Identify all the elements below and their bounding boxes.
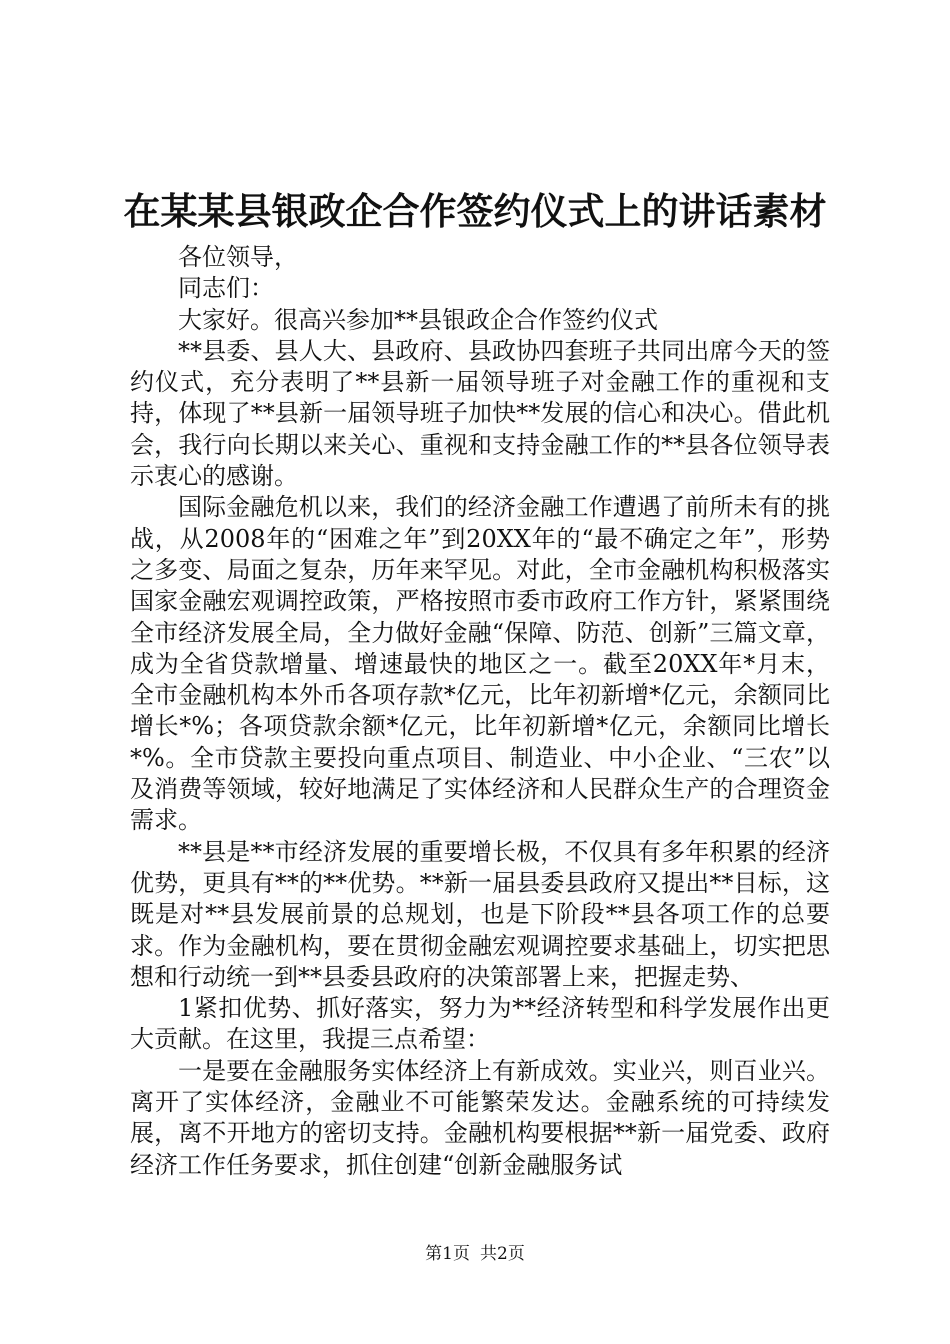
- paragraph-hope-one: 一是要在金融服务实体经济上有新成效。实业兴，则百业兴。离开了实体经济，金融业不可能繁荣发达。金融系统的可持续发展，离不开地方的密切支持。金融机构要根据**新一届党委、政府经济工作任务要求，抓住创建“创新金融服务试: [130, 1056, 830, 1179]
- page-footer: [0, 1242, 950, 1266]
- document-body: [130, 242, 830, 1181]
- document-title: 在某某县银政企合作签约仪式上的讲话素材: [123, 189, 827, 233]
- paragraph-county-advantages: **县是**市经济发展的重要增长极，不仅具有多年积累的经济优势，更具有**的**优势。**新一届县委县政府又提出**目标，这既是对**县发展前景的总规划，也是下阶段**县各项工作的总要求。作为金融机构，要在贯彻金融宏观调控要求基础上，切实把思想和行动统一到**县委县政府的决策部署上来，把握走势、: [130, 837, 830, 991]
- paragraph-salutation-comrades: 同志们：: [178, 274, 274, 303]
- paragraph-thanks: **县委、县人大、县政府、县政协四套班子共同出席今天的签约仪式，充分表明了**县新一届领导班子对金融工作的重视和支持，体现了**县新一届领导班子加快**发展的信心和决心。借此机会，我行向长期以来关心、重视和支持金融工作的**县各位领导表示衷心的感谢。: [130, 336, 830, 491]
- paragraph-three-hopes: 1紧扣优势、抓好落实，努力为**经济转型和科学发展作出更大贡献。在这里，我提三点希望：: [130, 994, 830, 1054]
- paragraph-greeting: 大家好。很高兴参加**县银政企合作签约仪式: [178, 305, 658, 334]
- page-number: 第1页: [425, 1244, 470, 1264]
- paragraph-financial-review: 国际金融危机以来，我们的经济金融工作遭遇了前所未有的挑战，从2008年的“困难之年”到20XX年的“最不确定之年”，形势之多变、局面之复杂，历年来罕见。对此，全市金融机构积极落实国家金融宏观调控政策，严格按照市委市政府工作方针，紧紧围绕全市经济发展全局，全力做好金融“保障、防范、创新”三篇文章，成为全省贷款增量、增速最快的地区之一。截至20XX年*月末，全市金融机构本外币各项存款*亿元，比年初新增*亿元，余额同比增长*%；各项贷款余额*亿元，比年初新增*亿元，余额同比增长*%。全市贷款主要投向重点项目、制造业、中小企业、“三农”以及消费等领域，较好地满足了实体经济和人民群众生产的合理资金需求。: [130, 493, 830, 835]
- paragraph-salutation-leaders: 各位领导，: [178, 243, 298, 271]
- page-total: 共2页: [480, 1244, 525, 1264]
